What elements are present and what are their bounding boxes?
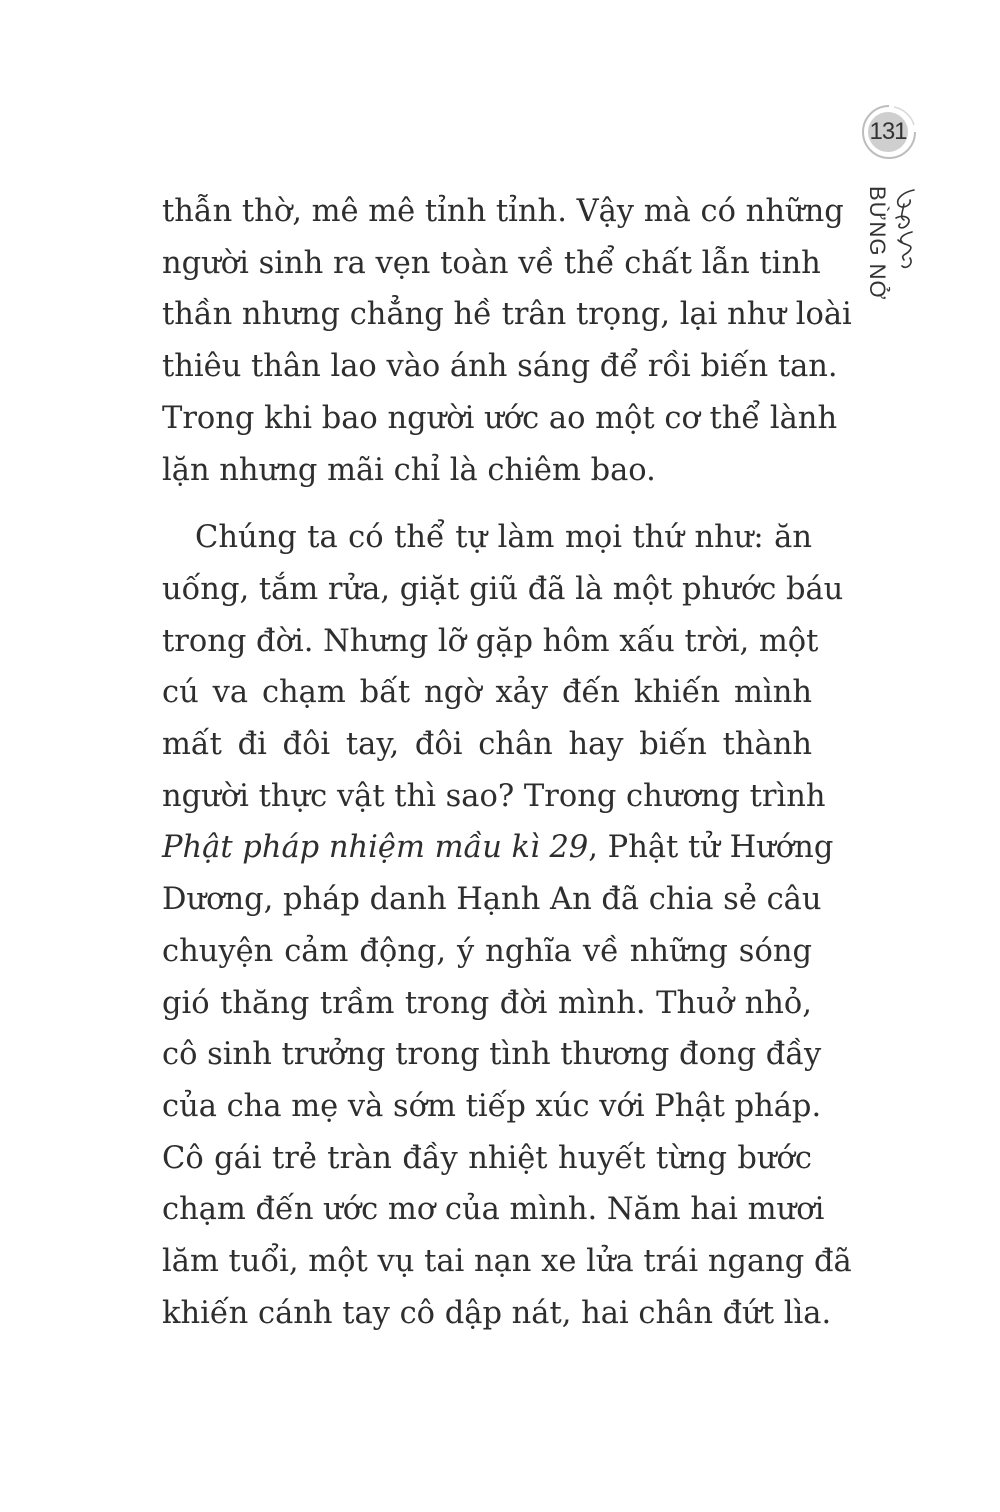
running-head-title: BỪNG NỞ bbox=[865, 186, 890, 301]
text-line: chạm đến ước mơ của mình. Năm hai mươi bbox=[162, 1192, 825, 1228]
text-line: thẫn thờ, mê mê tỉnh tỉnh. Vậy mà có những bbox=[162, 194, 844, 229]
text-fragment: , Phật tử Hướng bbox=[588, 830, 834, 866]
text-line: Dương, pháp danh Hạnh An đã chia sẻ câu bbox=[162, 882, 822, 918]
text-line: cú va chạm bất ngờ xảy đến khiến mình bbox=[162, 675, 812, 711]
text-line: uống, tắm rửa, giặt giũ đã là một phước báu bbox=[162, 571, 844, 607]
text-line: người sinh ra vẹn toàn về thể chất lẫn tinh bbox=[162, 245, 821, 281]
page-number: 131 bbox=[868, 112, 908, 152]
text-line: chuyện cảm động, ý nghĩa về những sóng bbox=[162, 933, 812, 969]
text-line: của cha mẹ và sớm tiếp xúc với Phật pháp. bbox=[162, 1088, 822, 1124]
text-line: khiến cánh tay cô dập nát, hai chân đứt lìa. bbox=[162, 1295, 832, 1331]
text-line: Trong khi bao người ước ao một cơ thể lành bbox=[162, 400, 838, 436]
text-line: Cô gái trẻ tràn đầy nhiệt huyết từng bước bbox=[162, 1140, 812, 1176]
text-line: người thực vật thì sao? Trong chương trình bbox=[162, 778, 826, 814]
text-line: lặn nhưng mãi chỉ là chiêm bao. bbox=[162, 452, 656, 488]
text-line: trong đời. Nhưng lỡ gặp hôm xấu trời, một bbox=[162, 623, 819, 659]
text-line: mất đi đôi tay, đôi chân hay biến thành bbox=[162, 727, 812, 763]
page-number-badge bbox=[860, 103, 918, 161]
text-line: Chúng ta có thể tự làm mọi thứ như: ăn bbox=[195, 520, 812, 556]
text-line: thần nhưng chẳng hề trân trọng, lại như loài bbox=[162, 297, 852, 333]
body-text bbox=[162, 186, 852, 1339]
program-title: Phật pháp nhiệm mầu kì 29 bbox=[162, 830, 589, 866]
paragraph-1 bbox=[162, 186, 852, 496]
text-line: thiêu thân lao vào ánh sáng để rồi biến tan. bbox=[162, 349, 838, 385]
text-line: cô sinh trưởng trong tình thương đong đầy bbox=[162, 1037, 822, 1073]
text-line: gió thăng trầm trong đời mình. Thuở nhỏ, bbox=[162, 985, 812, 1021]
text-line: lăm tuổi, một vụ tai nạn xe lửa trái ngang đã bbox=[162, 1244, 852, 1280]
text-line-italic bbox=[162, 822, 834, 874]
paragraph-2 bbox=[162, 512, 852, 1339]
